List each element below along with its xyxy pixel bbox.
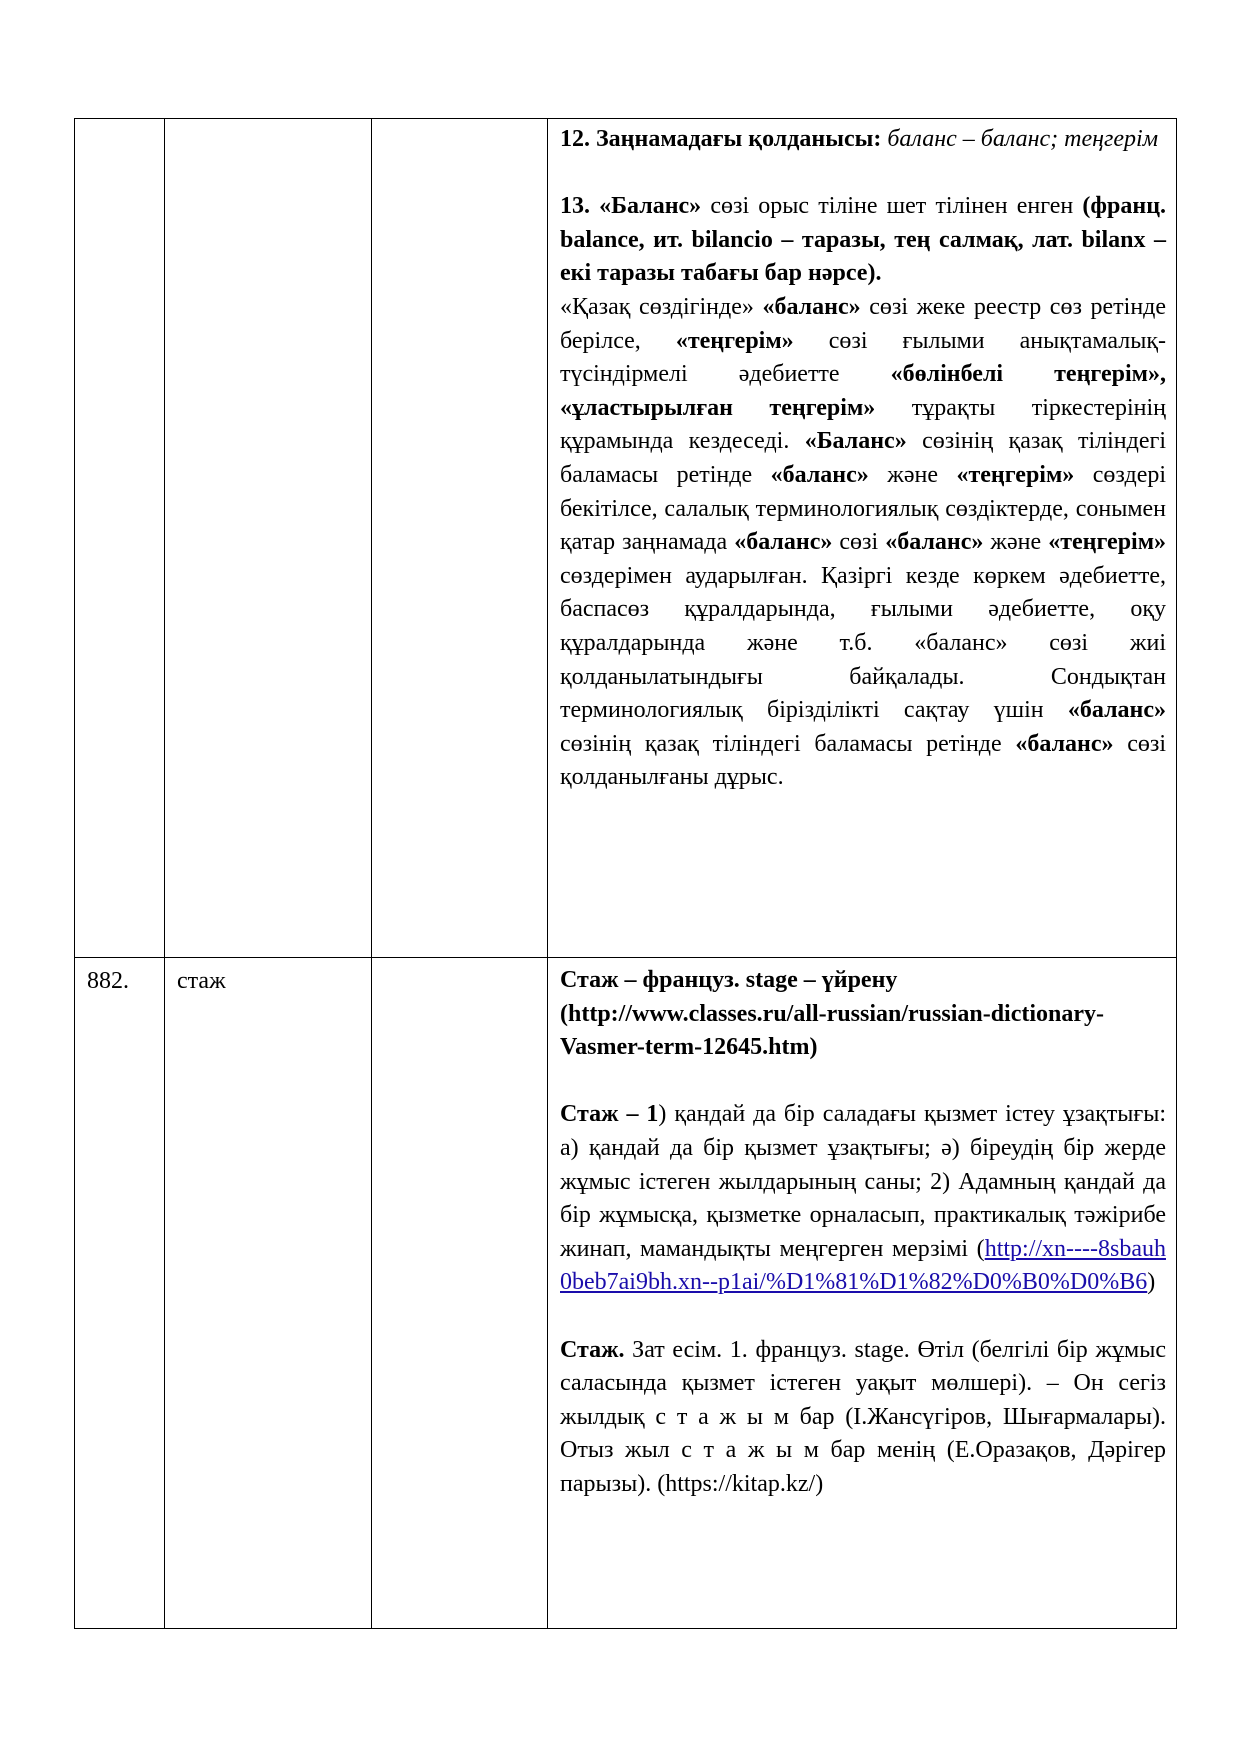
definition-paragraph: Стаж – 1) қандай да бір саладағы қызмет істеу ұзақтығы: а) қандай да бір қызмет ұзақтығы; ә) біреудің бір жерде жұмыс істеген жылдарының саны; 2) Адамның қандай да бір жұмысқа, қызметке орналасып, практикалық тәжірибе жинап, мамандықты меңгерген мерзімі (http://xn----8sbauh0beb7ai9bh.xn--p1ai/%D1%81%D1%82%D0%B0%D0%B6) [560,1101,1167,1296]
entry-number: 882. [87,968,129,994]
usage-paragraph: Стаж. Зат есім. 1. француз. stage. Өтіл (белгілі бір жұмыс саласында қызмет істеген уақыт мөлшері). – Он сегіз жылдық с т а ж ы м бар (І.Жансүгіров, Шығармалары). Отыз жыл с т а ж ы м бар менің (Е.Оразақов, Дәрігер парызы). (https://kitap.kz/) [560,1336,1167,1497]
description-cell [548,958,1177,1629]
entry-term: стаж [177,968,226,994]
empty-cell [372,119,548,958]
source-link[interactable]: http://xn----8sbauh0beb7ai9bh.xn--p1ai/%D1%81%D1%82%D0%B0%D0%B6 [560,1235,1166,1296]
term-cell [165,958,372,1629]
paragraph-12: 12. Заңнамадағы қолданысы: баланс – баланс; теңгерім [560,126,1159,152]
terminology-table [74,118,1177,1629]
number-cell [75,119,165,958]
table-row [75,958,1177,1629]
paragraph-13: 13. «Баланс» сөзі орыс тіліне шет тілінен енген (франц. balance, ит. bilancio – таразы, тең салмақ, лат. bilanx – екі таразы табағы бар нәрсе). [560,193,1167,287]
empty-cell [372,958,548,1629]
description-cell [548,119,1177,958]
number-cell [75,958,165,1629]
table-row [75,119,1177,958]
term-cell [165,119,372,958]
paragraph-14: «Қазақ сөздігінде» «баланс» сөзі жеке реестр сөз ретінде берілсе, «теңгерім» сөзі ғылыми анықтамалық-түсіндірмелі әдебиетте «бөлінбелі теңгерім», «ұластырылған теңгерім» тұрақты тіркестерінің құрамында кездеседі. «Баланс» сөзінің қазақ тіліндегі баламасы ретінде «баланс» және «теңгерім» сөздері бекітілсе, салалық терминологиялық сөздіктерде, сонымен қатар заңнамада «баланс» сөзі «баланс» және «теңгерім» сөздерімен аударылған. Қазіргі кезде көркем әдебиетте, баспасөз құралдарында, ғылыми әдебиетте, оқу құралдарында және т.б. «баланс» сөзі жиі қолданылатындығы байқалады. Сондықтан терминологиялық бірізділікті сақтау үшін «баланс» сөзінің қазақ тіліндегі баламасы ретінде «баланс» сөзі қолданылғаны дұрыс. [560,293,1167,791]
etymology-paragraph: Стаж – француз. stage – үйрену (http://www.classes.ru/all-russian/russian-dictionary-Vasmer-term-12645.htm) [560,967,1105,1061]
